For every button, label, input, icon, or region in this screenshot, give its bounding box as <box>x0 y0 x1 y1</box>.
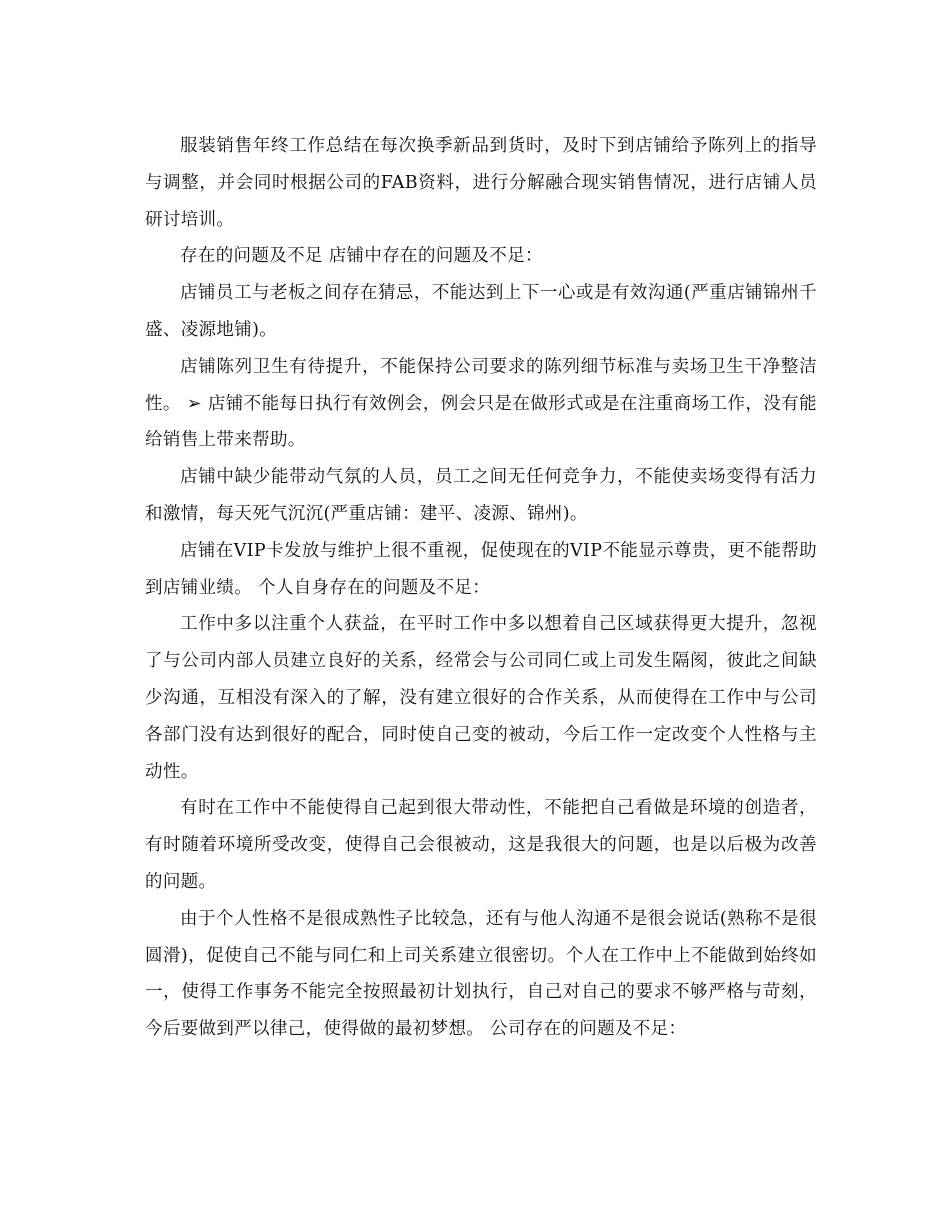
document-body <box>145 128 817 1048</box>
paragraph-display-hygiene: 店铺陈列卫生有待提升，不能保持公司要求的陈列细节标准与卖场卫生干净整洁性。 ➢ 店铺不能每日执行有效例会，例会只是在做形式或是在注重商场工作，没有能给销售上带来帮助。 <box>145 356 817 451</box>
paragraph-personal-gain: 工作中多以注重个人获益，在平时工作中多以想着自己区域获得更大提升，忽视了与公司内部人员建立良好的关系，经常会与公司同仁或上司发生隔阂，彼此之间缺少沟通，互相没有深入的了解，没有建立很好的合作关系，从而使得在工作中与公司各部门没有达到很好的配合，同时使自己变的被动，今后工作一定改变个人性格与主动性。 <box>145 614 817 782</box>
paragraph-atmosphere: 店铺中缺少能带动气氛的人员，员工之间无任何竞争力，不能使卖场变得有活力和激情，每天死气沉沉(严重店铺：建平、凌源、锦州)。 <box>145 467 817 524</box>
paragraph-vip-card: 店铺在VIP卡发放与维护上很不重视，促使现在的VIP不能显示尊贵，更不能帮助到店铺业绩。 个人自身存在的问题及不足： <box>145 540 817 598</box>
paragraph-personality: 由于个人性格不是很成熟性子比较急，还有与他人沟通不是很会说话(熟称不是很圆滑)，促使自己不能与同仁和上司关系建立很密切。个人在工作中上不能做到始终如一，使得工作事务不能完全按照最初计划执行，自己对自己的要求不够严格与苛刻，今后要做到严以律己，使得做的最初梦想。 公司存在的问题及不足： <box>145 908 817 1040</box>
paragraph-staff-trust: 店铺员工与老板之间存在猜忌，不能达到上下一心或是有效沟通(严重店铺锦州千盛、凌源地铺)。 <box>145 283 817 340</box>
paragraph-intro: 服装销售年终工作总结在每次换季新品到货时，及时下到店铺给予陈列上的指导与调整，并会同时根据公司的FAB资料，进行分解融合现实销售情况，进行店铺人员研讨培训。 <box>145 136 817 230</box>
paragraph-initiative: 有时在工作中不能使得自己起到很大带动性，不能把自己看做是环境的创造者，有时随着环境所受改变，使得自己会很被动，这是我很大的问题，也是以后极为改善的问题。 <box>145 798 817 892</box>
paragraph-store-issues-heading: 存在的问题及不足 店铺中存在的问题及不足： <box>180 246 543 267</box>
